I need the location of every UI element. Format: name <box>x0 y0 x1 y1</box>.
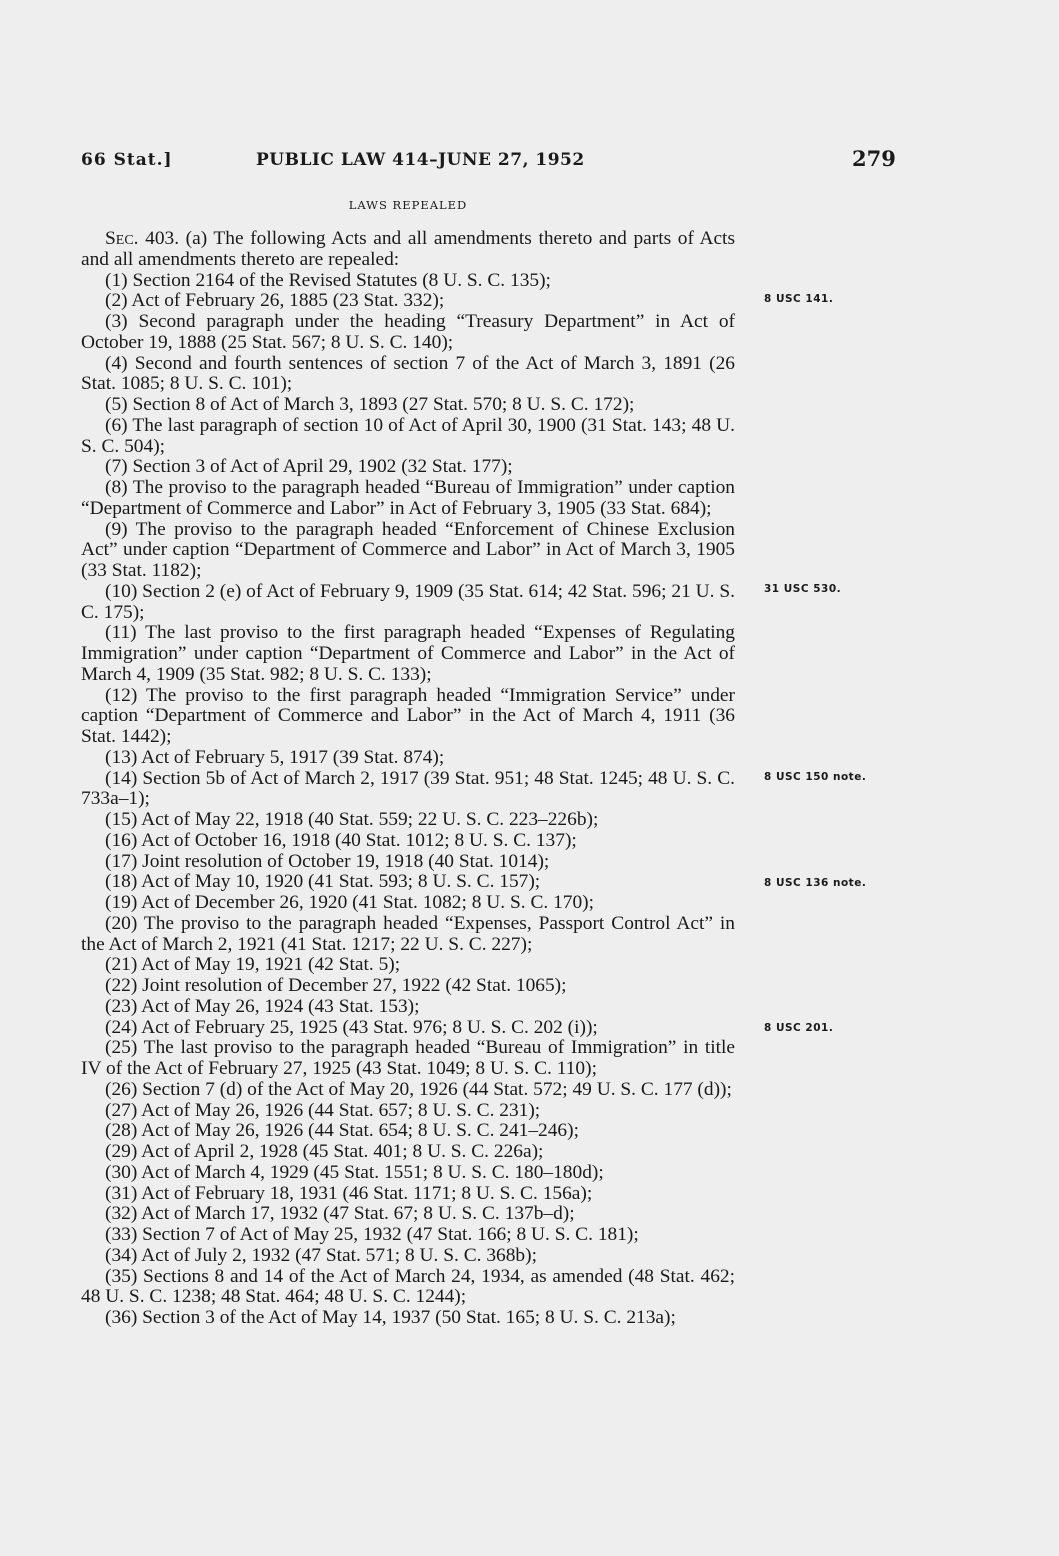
running-head-volume: 66 Stat.] <box>81 150 173 170</box>
list-item: (1) Section 2164 of the Revised Statutes (8 U. S. C. 135); <box>105 269 551 291</box>
list-item: (24) Act of February 25, 1925 (43 Stat. 976; 8 U. S. C. 202 (i)); <box>105 1016 598 1038</box>
margin-note: 8 USC 150 note. <box>764 771 867 783</box>
list-item: (21) Act of May 19, 1921 (42 Stat. 5); <box>105 954 401 976</box>
list-item: (36) Section 3 of the Act of May 14, 1937 (50 Stat. 165; 8 U. S. C. 213a); <box>105 1307 676 1328</box>
page-number: 279 <box>852 146 896 171</box>
list-item: (23) Act of May 26, 1924 (43 Stat. 153); <box>105 995 420 1017</box>
list-item: (4) Second and fourth sentences of section 7 of the Act of March 3, 1891 (26 Stat. 1085; 8 U. S. C. 101); <box>81 352 735 395</box>
list-item: (14) Section 5b of Act of March 2, 1917 (39 Stat. 951; 48 Stat. 1245; 48 U. S. C. 733a–1); <box>81 767 735 810</box>
list-item: (13) Act of February 5, 1917 (39 Stat. 874); <box>105 746 445 768</box>
list-item: (16) Act of October 16, 1918 (40 Stat. 1012; 8 U. S. C. 137); <box>105 829 577 851</box>
list-item: (20) The proviso to the paragraph headed “Expenses, Passport Control Act” in the Act of March 2, 1921 (41 Stat. 1217; 22 U. S. C. 227); <box>81 912 735 955</box>
running-head-title: PUBLIC LAW 414–JUNE 27, 1952 <box>256 150 585 170</box>
section-label: Sec. 403. <box>105 228 180 249</box>
list-item: (31) Act of February 18, 1931 (46 Stat. 1171; 8 U. S. C. 156a); <box>105 1182 593 1204</box>
list-item: (9) The proviso to the paragraph headed “Enforcement of Chinese Exclusion Act” under caption “Department of Commerce and Labor” in Act of March 3, 1905 (33 Stat. 1182); <box>81 518 735 581</box>
section-intro-text: (a) The following Acts and all amendments thereto and parts of Acts and all amendments thereto are repealed: <box>81 228 735 270</box>
list-item: (29) Act of April 2, 1928 (45 Stat. 401; 8 U. S. C. 226a); <box>105 1141 544 1162</box>
section-heading: LAWS REPEALED <box>348 198 468 212</box>
margin-note: 31 USC 530. <box>764 583 842 595</box>
list-item: (27) Act of May 26, 1926 (44 Stat. 657; 8 U. S. C. 231); <box>105 1099 541 1121</box>
list-item: (19) Act of December 26, 1920 (41 Stat. 1082; 8 U. S. C. 170); <box>105 892 595 913</box>
margin-note: 8 USC 136 note. <box>764 877 867 889</box>
list-item: (5) Section 8 of Act of March 3, 1893 (27 Stat. 570; 8 U. S. C. 172); <box>105 394 635 415</box>
list-item: (7) Section 3 of Act of April 29, 1902 (32 Stat. 177); <box>105 456 513 478</box>
list-item: (18) Act of May 10, 1920 (41 Stat. 593; 8 U. S. C. 157); <box>105 871 541 893</box>
list-item: (35) Sections 8 and 14 of the Act of March 24, 1934, as amended (48 Stat. 462; 48 U. S. C. 1238; 48 Stat. 464; 48 U. S. C. 1244); <box>81 1265 735 1308</box>
list-item: (17) Joint resolution of October 19, 1918 (40 Stat. 1014); <box>105 850 550 872</box>
list-item: (10) Section 2 (e) of Act of February 9, 1909 (35 Stat. 614; 42 Stat. 596; 21 U. S. C. 175); <box>81 580 735 623</box>
list-item: (12) The proviso to the first paragraph headed “Immigration Service” under caption “Department of Commerce and Labor” in the Act of March 4, 1911 (36 Stat. 1442); <box>81 684 735 747</box>
list-item: (8) The proviso to the paragraph headed “Bureau of Immigration” under caption “Department of Commerce and Labor” in Act of February 3, 1905 (33 Stat. 684); <box>81 477 735 519</box>
list-item: (32) Act of March 17, 1932 (47 Stat. 67; 8 U. S. C. 137b–d); <box>105 1203 575 1225</box>
list-item: (34) Act of July 2, 1932 (47 Stat. 571; 8 U. S. C. 368b); <box>105 1244 537 1266</box>
list-item: (11) The last proviso to the first paragraph headed “Expenses of Regulating Immigration” under caption “Department of Commerce and Labor” in the Act of March 4, 1909 (35 Stat. 982; 8 U. S. C. 133); <box>81 622 735 685</box>
list-item: (6) The last paragraph of section 10 of Act of April 30, 1900 (31 Stat. 143; 48 U. S. C. 504); <box>81 414 735 457</box>
list-item: (30) Act of March 4, 1929 (45 Stat. 1551; 8 U. S. C. 180–180d); <box>105 1161 604 1183</box>
list-item: (22) Joint resolution of December 27, 1922 (42 Stat. 1065); <box>105 975 567 996</box>
list-item: (15) Act of May 22, 1918 (40 Stat. 559; 22 U. S. C. 223–226b); <box>105 809 599 830</box>
list-item: (25) The last proviso to the paragraph headed “Bureau of Immigration” in title IV of the Act of February 27, 1925 (43 Stat. 1049; 8 U. S. C. 110); <box>81 1037 735 1079</box>
list-item: (33) Section 7 of Act of May 25, 1932 (47 Stat. 166; 8 U. S. C. 181); <box>105 1224 639 1245</box>
list-item: (26) Section 7 (d) of the Act of May 20, 1926 (44 Stat. 572; 49 U. S. C. 177 (d)); <box>105 1078 732 1100</box>
body-text <box>81 229 735 1329</box>
margin-note: 8 USC 141. <box>764 293 834 305</box>
margin-note: 8 USC 201. <box>764 1022 834 1034</box>
section-intro <box>81 229 735 271</box>
list-item: (2) Act of February 26, 1885 (23 Stat. 332); <box>105 290 445 312</box>
list-item: (28) Act of May 26, 1926 (44 Stat. 654; 8 U. S. C. 241–246); <box>105 1120 579 1142</box>
list-item: (3) Second paragraph under the heading “Treasury Department” in Act of October 19, 1888 (25 Stat. 567; 8 U. S. C. 140); <box>81 311 735 353</box>
